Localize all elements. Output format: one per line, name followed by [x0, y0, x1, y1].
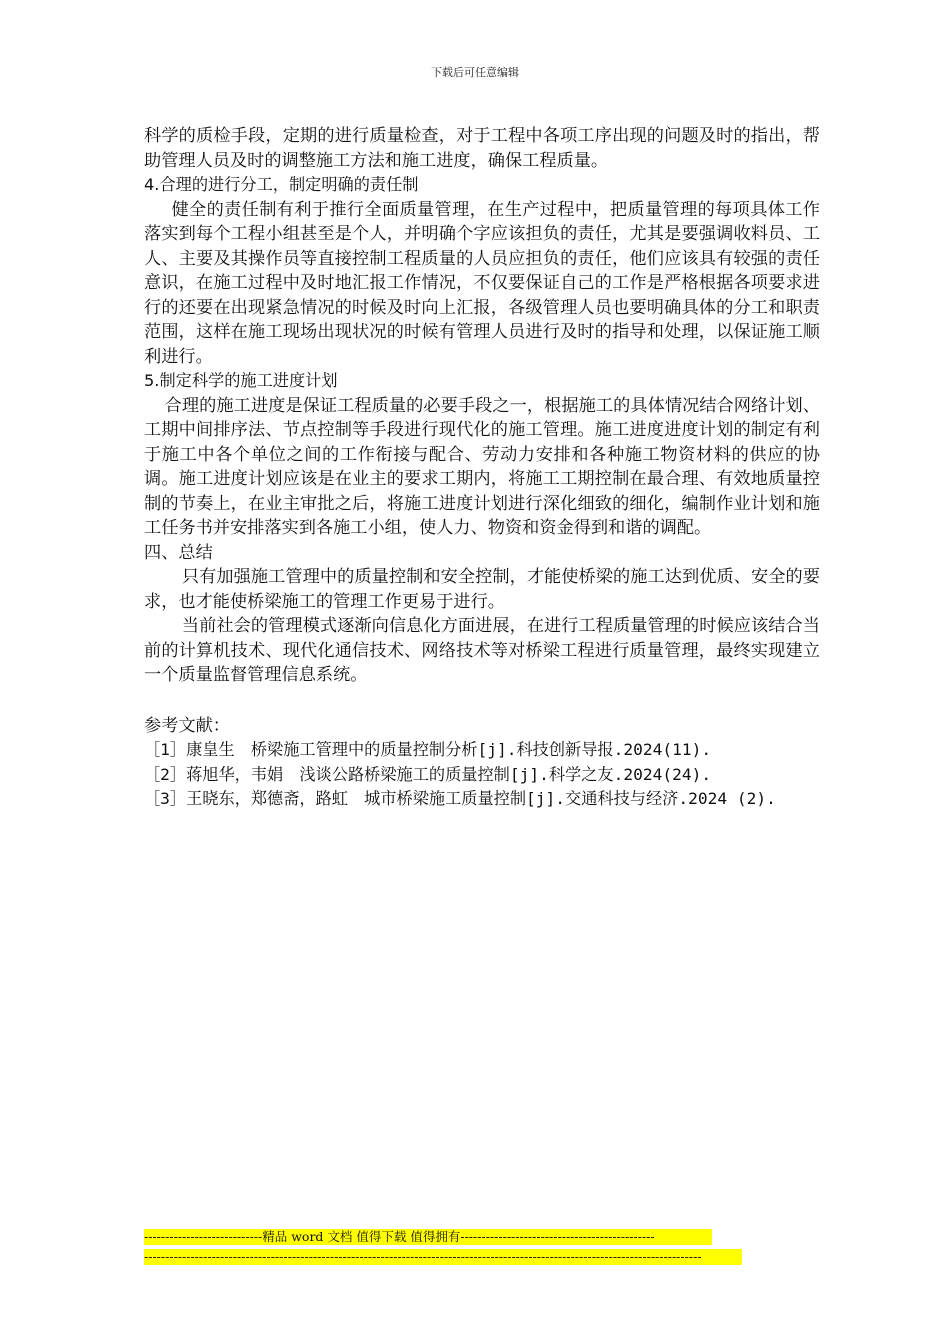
paragraph-responsibility: 健全的责任制有利于推行全面质量管理，在生产过程中，把质量管理的每项具体工作落实到每个工程小组甚至是个人，并明确个字应该担负的责任，尤其是要强调收料员、工人、主要及其操作员等直接控制工程质量的人员应担负的责任，他们应该具有较强的责任意识，在施工过程中及时地汇报工作情况，不仅要保证自己的工作是严格根据各项要求进行的还要在出现紧急情况的时候及时向上汇报，各级管理人员也要明确具体的分工和职责范围，这样在施工现场出现状况的时候有管理人员进行及时的指导和处理，以保证施工顺利进行。 [144, 199, 820, 367]
page-footer [144, 1229, 742, 1269]
heading-summary: 四、总结 [144, 542, 213, 563]
paragraph-schedule: 合理的施工进度是保证工程质量的必要手段之一，根据施工的具体情况结合网络计划、工期中间排序法、节点控制等手段进行现代化的施工管理。施工进度进度计划的制定有利于施工中各个单位之间的工作衔接与配合、劳动力安排和各种施工物资材料的供应的协调。施工进度计划应该是在业主的要求工期内，将施工工期控制在最合理、有效地质量控制的节奏上，在业主审批之后，将施工进度计划进行深化细致的细化，编制作业计划和施工任务书并安排落实到各施工小组，使人力、物资和资金得到和谐的调配。 [144, 395, 820, 538]
paragraph-summary-2: 当前社会的管理模式逐渐向信息化方面进展，在进行工程质量管理的时候应该结合当前的计算机技术、现代化通信技术、网络技术等对桥梁工程进行质量管理，最终实现建立一个质量监督管理信息系统。 [144, 616, 820, 685]
page-header: 下载后可任意编辑 [431, 66, 519, 79]
document-body [144, 124, 820, 812]
paragraph-quality-inspection: 科学的质检手段，定期的进行质量检查，对于工程中各项工序出现的问题及时的指出，帮助管理人员及时的调整施工方法和施工进度，确保工程质量。 [144, 126, 820, 171]
footer-dash-line: ------------------------------------------------------------------------------------------------------------------------------------ [144, 1249, 742, 1265]
reference-item-3: ［3］王晓东，郑德斋，路虹 城市桥梁施工质量控制[j].交通科技与经济.2024 (2). [144, 789, 776, 808]
paragraph-summary-1: 只有加强施工管理中的质量控制和安全控制，才能使桥梁的施工达到优质、安全的要求，也才能使桥梁施工的管理工作更易于进行。 [144, 567, 820, 612]
paragraph-gap [144, 688, 820, 714]
reference-item-1: ［1］康皇生 桥梁施工管理中的质量控制分析[j].科技创新导报.2024(11). [144, 740, 712, 759]
reference-item-2: ［2］蒋旭华，韦娟 浅谈公路桥梁施工的质量控制[j].科学之友.2024(24). [144, 764, 712, 784]
footer-banner-line: ----------------------------精品 word 文档 值得下载 值得拥有---------------------------------------------- [144, 1229, 712, 1245]
references-title: 参考文献： [144, 715, 230, 736]
heading-responsibility-system: 4.合理的进行分工，制定明确的责任制 [144, 175, 419, 194]
heading-schedule-plan: 5.制定科学的施工进度计划 [144, 371, 338, 390]
